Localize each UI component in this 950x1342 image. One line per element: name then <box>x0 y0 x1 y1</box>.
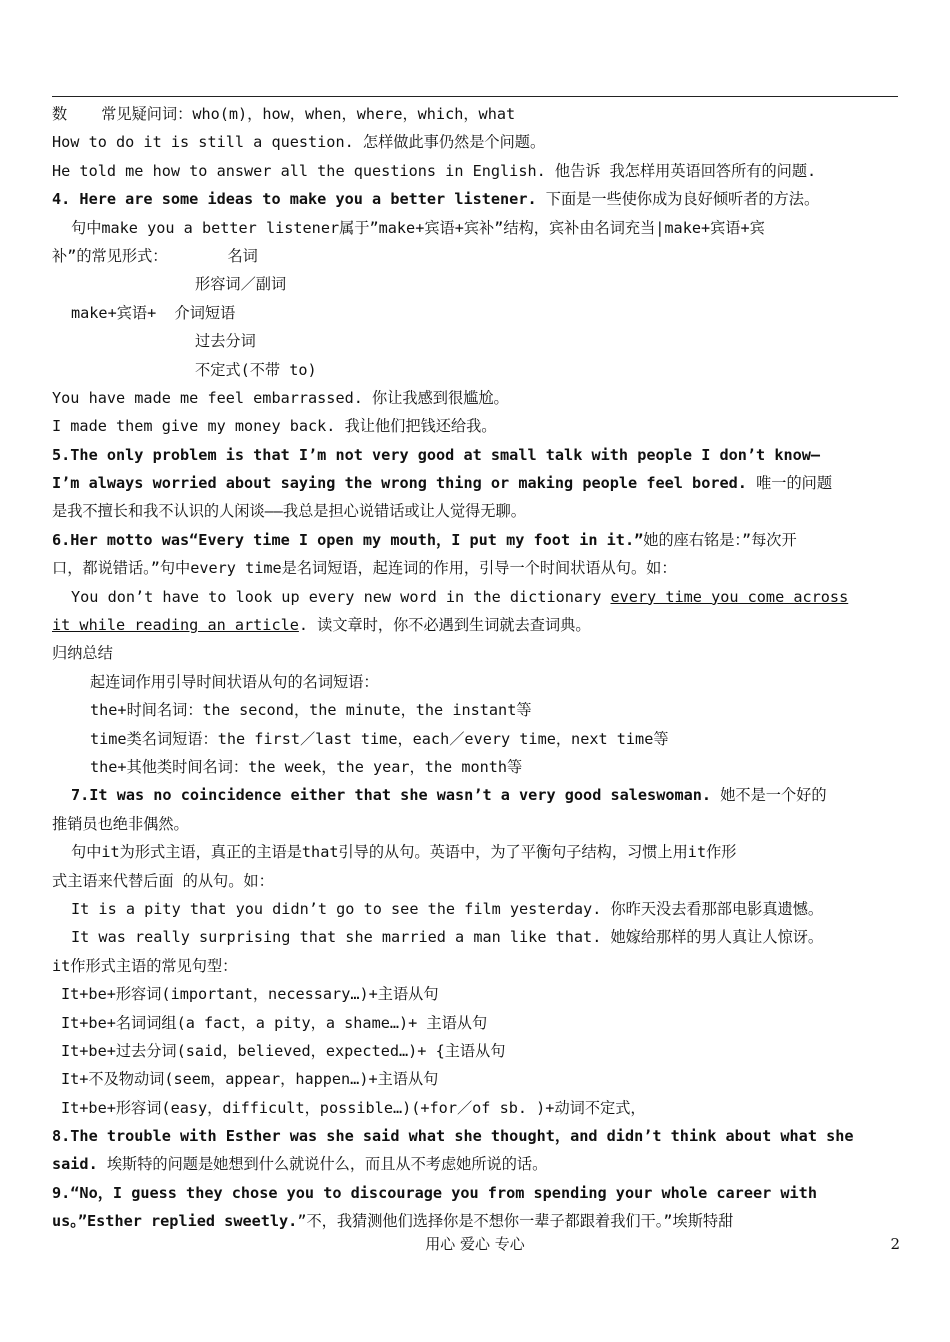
text-line: You have made me feel embarrassed. 你让我感到很尴尬。 <box>52 388 509 407</box>
text-line: it作形式主语的常见句型： <box>52 956 238 975</box>
item-4-heading: 4. Here are some ideas to make you a better listener. 下面是一些使你成为良好倾听者的方法。 <box>52 190 820 209</box>
text-line: 过去分词 <box>195 332 256 351</box>
text-line: 数 常见疑问词：who(m)，how，when，where，which，what <box>52 105 516 123</box>
text-line: 口，都说错话。”句中every time是名词短语，起连词的作用，引导一个时间状语从句。如： <box>52 559 677 578</box>
header-rule <box>52 96 898 97</box>
text-line: It+be+名词词组(a fact，a pity，a shame…)+ 主语从句 <box>61 1013 488 1032</box>
text-line: the+时间名词：the second，the minute，the instant等 <box>90 701 532 720</box>
text-line: 句中make you a better listener属于”make+宾语+宾补”结构，宾补由名词充当|make+宾语+宾 <box>71 218 765 237</box>
text-line: I’m always worried about saying the wrong thing or making people feel bored. 唯一的问题 <box>52 474 833 493</box>
text-line: It is a pity that you didn’t go to see the film yesterday. 你昨天没去看那部电影真遗憾。 <box>71 899 824 918</box>
text-line: It+不及物动词(seem，appear，happen…)+主语从句 <box>61 1070 439 1089</box>
text-line: 形容词／副词 <box>195 275 287 294</box>
text-line: I made them give my money back. 我让他们把钱还给我。 <box>52 417 497 436</box>
text-line: How to do it is still a question. 怎样做此事仍然是个问题。 <box>52 133 546 152</box>
text-line: make+宾语+ 介词短语 <box>71 303 236 322</box>
text-line: us。”Esther replied sweetly.”不，我猜测他们选择你是不想你一辈子都跟着我们干。”埃斯特甜 <box>52 1212 734 1231</box>
text-line: 补”的常见形式： 名词 <box>52 246 258 265</box>
text-line: time类名词短语：the first／last time，each／every time，next time等 <box>90 729 669 748</box>
text-line: It+be+过去分词(said，believed，expected…)+ {主语从句 <box>61 1041 506 1060</box>
item-8-heading: 8.The trouble with Esther was she said what she thought，and didn’t think about what she <box>52 1127 854 1146</box>
text-line: said. 埃斯特的问题是她想到什么就说什么，而且从不考虑她所说的话。 <box>52 1155 548 1174</box>
item-5-heading: 5.The only problem is that I’m not very good at small talk with people I don’t know— <box>52 445 821 464</box>
text-line: It+be+形容词(easy，difficult，possible…)(+for／of sb. )+动词不定式， <box>61 1098 646 1117</box>
text-line: You don’t have to look up every new word in the dictionary every time you come across <box>71 587 849 606</box>
text-line: 不定式(不带 to) <box>195 360 317 379</box>
text-line: 起连词作用引导时间状语从句的名词短语： <box>90 672 379 691</box>
text-line: He told me how to answer all the questions in English. 他告诉 我怎样用英语回答所有的问题. <box>52 161 817 180</box>
item-7-heading: 7.It was no coincidence either that she wasn’t a very good saleswoman. 她不是一个好的 <box>71 786 827 805</box>
item-6-heading: 6.Her motto was“Every time I open my mouth，I put my foot in it.”她的座右铭是：”每次开 <box>52 530 797 549</box>
page-number: 2 <box>890 1235 900 1253</box>
text-line: 推销员也绝非偶然。 <box>52 814 189 833</box>
text-line: the+其他类时间名词：the week，the year，the month等 <box>90 757 523 776</box>
text-line: It+be+形容词(important，necessary…)+主语从句 <box>61 985 439 1004</box>
text-line: 是我不擅长和我不认识的人闲谈——我总是担心说错话或让人觉得无聊。 <box>52 502 526 521</box>
footer-motto: 用心 爱心 专心 <box>425 1235 525 1253</box>
text-line: 句中it为形式主语，真正的主语是that引导的从句。英语中，为了平衡句子结构，习惯上用it作形 <box>71 843 737 862</box>
text-line: 式主语来代替后面 的从句。如： <box>52 871 274 890</box>
text-line: it while reading an article. 读文章时，你不必遇到生词就去查词典。 <box>52 616 591 635</box>
document-page <box>52 100 898 1236</box>
text-line: It was really surprising that she married a man like that. 她嫁给那样的男人真让人惊讶。 <box>71 928 824 947</box>
page-footer <box>0 1233 950 1255</box>
section-title: 归纳总结 <box>52 644 113 663</box>
item-9-heading: 9.“No，I guess they chose you to discourage you from spending your whole career with <box>52 1183 817 1202</box>
